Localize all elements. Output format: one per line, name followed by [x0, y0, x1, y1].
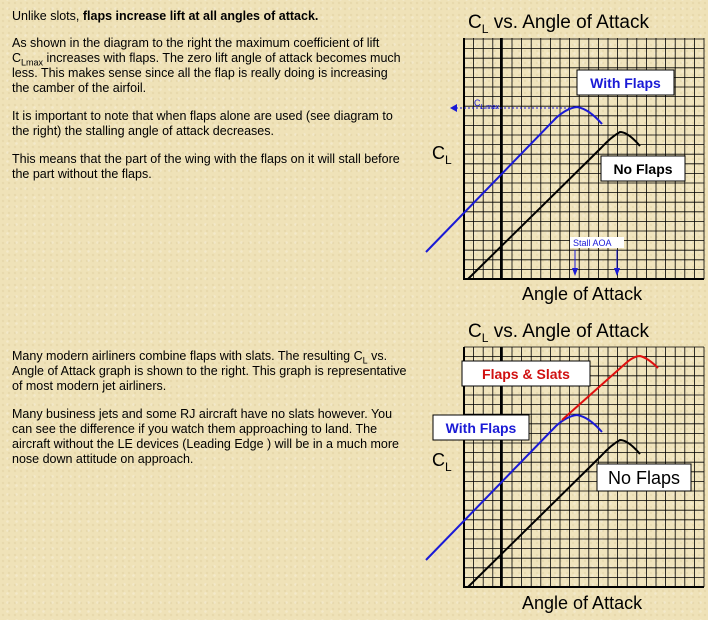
clmax-label: C	[474, 98, 481, 108]
svg-text:CL max: $C_{L max}$	[474, 98, 500, 111]
svg-text:Flaps & Slats: Flaps & Slats	[482, 366, 570, 382]
legend-with-flaps	[433, 415, 529, 440]
legend-with-flaps	[577, 70, 674, 95]
slats-paragraph: Many modern airliners combine flaps with slats. The resulting $C_L$ vs. Angle of Attack graph is shown to the right. This graph is representative of most modern jet airliners.	[12, 349, 407, 393]
svg-text:No Flaps: No Flaps	[607, 468, 681, 488]
y-axis-label: $C_L$	[432, 143, 452, 167]
legend-no-flaps	[601, 156, 685, 181]
flaps-intro-paragraph: Unlike slots, flaps increase lift at all angles of attack.	[12, 9, 319, 23]
x-axis-label: Angle of Attack	[522, 284, 643, 304]
chart-title: $C_L$ vs. Angle of Attack	[468, 12, 649, 36]
business-jets-paragraph: Many business jets and some RJ aircraft have no slats however. You can see the difference if you watch them approaching to land. The aircraft without the LE devices (Leading Edge ) will be in a much more nose down attitude on approach.	[12, 407, 399, 466]
stall-angle-paragraph: It is important to note that when flaps alone are used (see diagram to the right) the stalling angle of attack decreases.	[12, 109, 393, 138]
svg-text:With Flaps: With Flaps	[590, 75, 661, 91]
stall-consequence-paragraph: This means that the part of the wing with the flaps on it will stall before the part without the flaps.	[12, 152, 400, 181]
stall-aoa-label: Stall AOA	[573, 238, 612, 248]
legend-no-flaps	[597, 464, 691, 491]
legend-flaps-and-slats	[462, 361, 590, 386]
clmax-paragraph: As shown in the diagram to the right the maximum coefficient of lift $C_{Lmax}$ increases with flaps. The zero lift angle of attack becomes much less. This makes sense since all the flap is really doing is increasing the camber of the airfoil.	[12, 36, 401, 95]
svg-text:With Flaps: With Flaps	[445, 420, 517, 436]
cl-vs-aoa-slats-diagram	[0, 310, 708, 620]
chart-title: $C_L$ vs. Angle of Attack	[468, 321, 649, 345]
x-axis-label: Angle of Attack	[522, 593, 643, 613]
flaps-key-point: flaps increase lift at all angles of attack.	[82, 9, 319, 23]
y-axis-label: $C_L$	[432, 450, 452, 474]
svg-text:No Flaps: No Flaps	[613, 161, 673, 177]
